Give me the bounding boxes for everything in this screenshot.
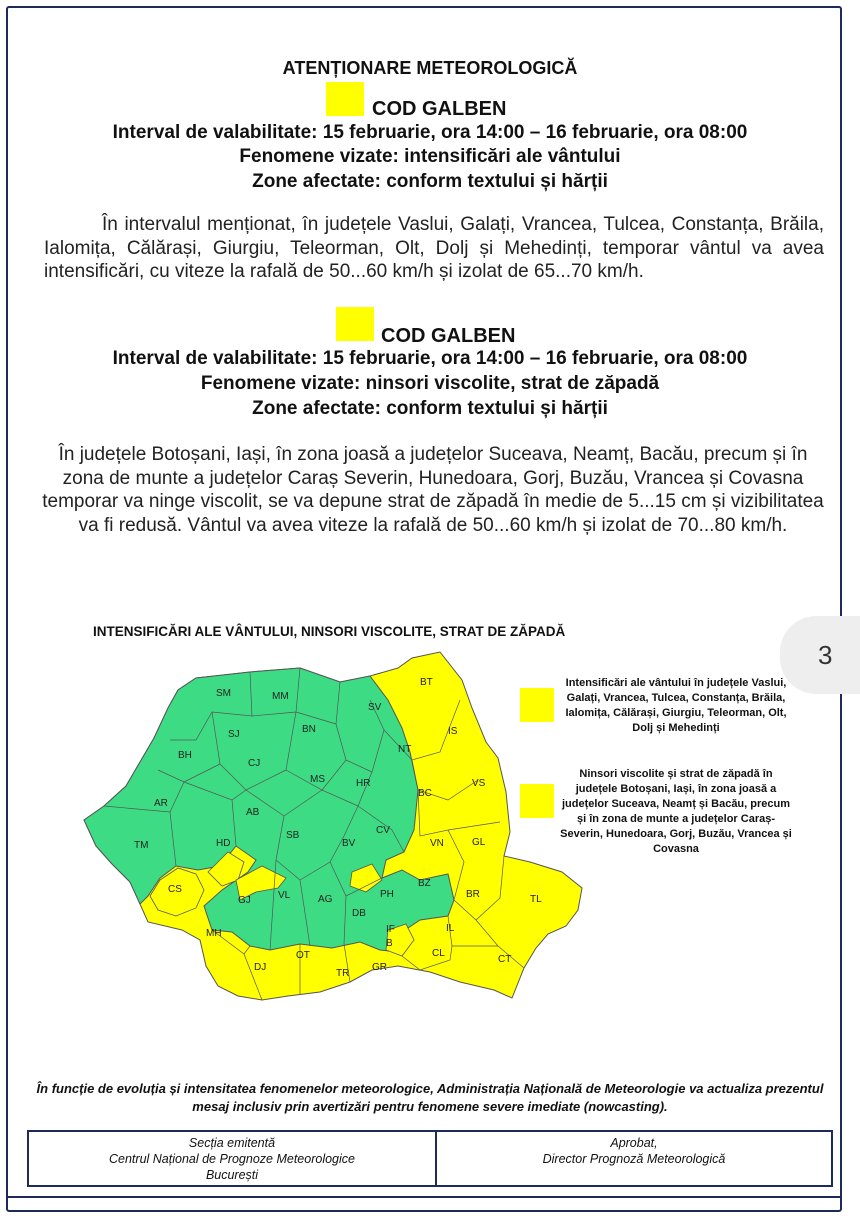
- county-label: BT: [420, 677, 433, 688]
- county-label: TL: [530, 894, 542, 905]
- footer-note: În funcție de evoluția și intensitatea fenomenelor meteorologice, Administrația Națională de Meteorologie va actualiza prezentul mesaj inclusiv prin avertizări pentru fenomene severe imediate (nowcasting).: [36, 1081, 824, 1114]
- page-title: ATENȚIONARE METEOROLOGICĂ: [282, 58, 578, 78]
- romania-warning-map: [80, 650, 590, 1015]
- county-label: CL: [432, 948, 445, 959]
- county-label: MM: [272, 691, 289, 702]
- county-label: DJ: [254, 962, 267, 973]
- county-label: TR: [336, 968, 350, 979]
- warning-interval: Interval de valabilitate: 15 februarie, ora 14:00 – 16 februarie, ora 08:00: [112, 348, 748, 369]
- warning-zones: Zone afectate: conform textului și hărții: [252, 171, 608, 192]
- county-label: TM: [134, 840, 149, 851]
- signature-table: [27, 1130, 833, 1187]
- approval-cell: [437, 1135, 831, 1167]
- legend-wind-swatch: [520, 688, 554, 722]
- county-label: CT: [498, 954, 512, 965]
- legend-snow-text: Ninsori viscolite și strat de zăpadă în județele Botoșani, Iași, în zona joasă a județelor Suceava, Neamț și Bacău, precum și în zona de munte a județelor Caraș-Severin, Hunedoara, Gorj, Buzău, Vrancea și Covasna: [560, 768, 792, 855]
- approver-title: Director Prognoză Meteorologică: [542, 1152, 726, 1166]
- county-label: IL: [446, 923, 455, 934]
- approval-label: Aprobat,: [610, 1136, 658, 1150]
- warning-zones: Zone afectate: conform textului și hărții: [252, 398, 608, 419]
- legend-snow-swatch: [520, 784, 554, 818]
- county-label: DB: [352, 908, 366, 919]
- bottom-rule: [8, 1196, 840, 1198]
- county-label: CV: [376, 825, 390, 836]
- county-label: SJ: [228, 729, 240, 740]
- county-label: CJ: [248, 758, 261, 769]
- county-label: OT: [296, 950, 310, 961]
- county-label: BC: [418, 788, 432, 799]
- map-title: INTENSIFICĂRI ALE VÂNTULUI, NINSORI VISCOLITE, STRAT DE ZĂPADĂ: [93, 624, 566, 639]
- county-label: NT: [398, 744, 412, 755]
- county-label: BN: [302, 724, 316, 735]
- county-label: SV: [368, 702, 382, 713]
- yellow-code-swatch: [326, 82, 364, 116]
- legend-wind-text: Intensificări ale vântului în județele Vaslui, Galați, Vrancea, Tulcea, Constanța, Brăila, Ialomița, Călărași, Giurgiu, Teleorman, Olt, Dolj și Mehedinți: [565, 677, 787, 734]
- county-label: IF: [386, 924, 395, 935]
- county-label: GL: [472, 837, 486, 848]
- issuer-name: Centrul Național de Prognoze Meteorologice: [109, 1152, 355, 1166]
- issuer-label: Secția emitentă: [188, 1136, 276, 1150]
- county-label: BV: [342, 838, 356, 849]
- issuer-city: București: [205, 1168, 259, 1182]
- yellow-code-swatch: [336, 307, 374, 341]
- warning-code: COD GALBEN: [381, 325, 516, 347]
- issuer-cell: [29, 1135, 435, 1183]
- warning-code: COD GALBEN: [372, 98, 507, 120]
- county-label: BR: [466, 889, 480, 900]
- county-label: BH: [178, 750, 192, 761]
- county-label: B: [386, 938, 393, 949]
- county-label: CS: [168, 884, 182, 895]
- county-label: HR: [356, 778, 371, 789]
- county-label: IS: [448, 726, 458, 737]
- warning-text: În județele Botoșani, Iași, în zona joasă a județelor Suceava, Neamț, Bacău, precum și în zona de munte a județelor Caraș Severin, Hunedoara, Gorj, Buzău, Vrancea și Covasna temporar va ninge viscolit, se va depune strat de zăpadă în medie de 5...15 cm și vizibilitatea va fi redusă. Vântul va avea viteze la rafală de 50...60 km/h și izolat de 70...80 km/h.: [42, 444, 824, 536]
- county-label: SB: [286, 830, 300, 841]
- county-label: PH: [380, 889, 394, 900]
- county-label: SM: [216, 688, 231, 699]
- warning-phenomena: Fenomene vizate: ninsori viscolite, strat de zăpadă: [200, 373, 660, 394]
- warning-text: În intervalul menționat, în județele Vaslui, Galați, Vrancea, Tulcea, Constanța, Brăila, Ialomița, Călărași, Giurgiu, Teleorman, Olt, Dolj și Mehedinți, temporar vântul va avea intensificări, cu viteze la rafală de 50...60 km/h și izolat de 65...70 km/h.: [44, 214, 824, 282]
- county-label: HD: [216, 838, 231, 849]
- county-label: VS: [472, 778, 486, 789]
- county-label: GJ: [238, 895, 251, 906]
- county-label: BZ: [418, 878, 431, 889]
- county-label: VL: [278, 890, 291, 901]
- county-label: AR: [154, 798, 168, 809]
- warning-interval: Interval de valabilitate: 15 februarie, ora 14:00 – 16 februarie, ora 08:00: [112, 122, 748, 143]
- county-label: MH: [206, 928, 222, 939]
- page-number: 3: [818, 640, 833, 670]
- warning-phenomena: Fenomene vizate: intensificări ale vântului: [239, 146, 621, 167]
- county-label: VN: [430, 838, 444, 849]
- county-label: AB: [246, 807, 260, 818]
- county-label: MS: [310, 774, 325, 785]
- county-label: GR: [372, 962, 387, 973]
- county-label: AG: [318, 894, 333, 905]
